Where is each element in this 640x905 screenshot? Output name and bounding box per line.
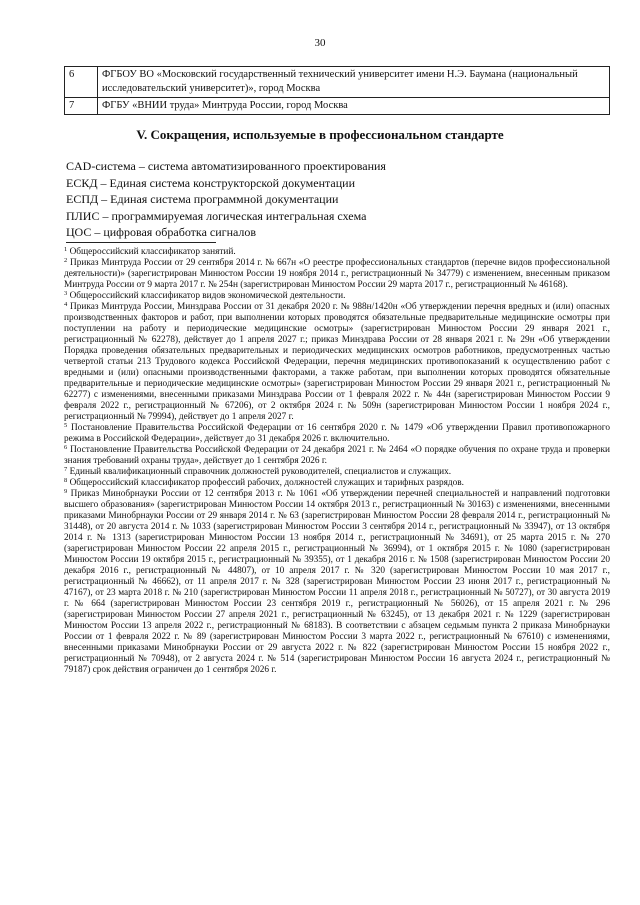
footnote: [64, 445, 610, 467]
section-title: V. Сокращения, используемые в профессиональном стандарте: [136, 127, 504, 142]
footnote-marker: 5: [64, 422, 68, 429]
footnote-marker: 9: [64, 488, 68, 495]
footnote-marker: 7: [64, 466, 68, 473]
footnote-text: Единый квалификационный справочник должностей руководителей, специалистов и служащих.: [69, 467, 452, 477]
footnote-text: Общероссийский классификатор профессий рабочих, должностей служащих и тарифных разрядов.: [69, 478, 464, 488]
organizations-table: [64, 66, 610, 115]
table-cell-organization: ФГБУ «ВНИИ труда» Минтруда России, город Москва: [98, 98, 610, 115]
footnote-separator: [66, 242, 216, 243]
footnote: [64, 302, 610, 423]
footnote-text: Приказ Минтруда России, Минздрава России от 31 декабря 2020 г. № 988н/1420н «Об утверждении перечня вредных и (или) опасных производственных факторов и работ, при выполнении которых проводятся обязательные предварительные медицинские осмотры при поступлении на работу и периодические медицинские осмотры» (зарегистрирован Минюстом России 29 января 2021 г., регистрационный № 62278), действует до 1 апреля 2027 г.; приказ Минздрава России от 28 января 2021 г. № 29н «Об утверждении Порядка проведения обязательных предварительных и периодических медицинских осмотров работников, предусмотренных частью четвертой статьи 213 Трудового кодекса Российской Федерации, перечня медицинских противопоказаний к осуществлению работ с вредными и (или) опасными производственными факторами, а также работам, при выполнении которых проводятся обязательные предварительные и периодические медицинские осмотры» (зарегистрирован Минюстом России 29 января 2021 г., регистрационный № 62277) с изменениями, внесенными приказами Минздрава России от 1 февраля 2022 г. № 44н (зарегистрирован Минюстом России 9 февраля 2022 г., регистрационный № 67206), от 2 октября 2024 г. № 509н (зарегистрирован Минюстом России 1 ноября 2024 г., регистрационный № 79994), действует до 1 апреля 2027 г.: [64, 302, 610, 422]
abbreviation-item: ЦОС – цифровая обработка сигналов: [66, 225, 257, 239]
footnote: [64, 291, 610, 302]
abbreviation-item: CAD-система – система автоматизированного проектирования: [66, 159, 386, 173]
footnote: [64, 478, 610, 489]
footnote-marker: 6: [64, 444, 68, 451]
footnotes: [64, 247, 610, 676]
footnote-marker: 2: [64, 257, 68, 264]
footnote: [64, 258, 610, 291]
footnote-text: Приказ Минтруда России от 29 сентября 2014 г. № 667н «О реестре профессиональных стандартов (перечне видов профессиональной деятельности)» (зарегистрирован Минюстом России 19 ноября 2014 г., регистрационный № 34779) с изменением, внесенным приказом Минтруда России от 9 марта 2017 г. № 254н (зарегистрирован Минюстом России 29 марта 2017 г., регистрационный № 46168).: [64, 258, 610, 290]
table-cell-organization: ФГБОУ ВО «Московский государственный технический университет имени Н.Э. Баумана (национальный исследовательский университет)», город Москва: [98, 67, 610, 98]
footnote: [64, 247, 610, 258]
abbreviations-list: [66, 158, 606, 241]
footnote-text: Приказ Минобрнауки России от 12 сентября 2013 г. № 1061 «Об утверждении перечней специальностей и направлений подготовки высшего образования» (зарегистрирован Минюстом России 14 октября 2013 г., регистрационный № 30163) с изменениями, внесенными приказами Минобрнауки России от 29 января 2014 г. № 63 (зарегистрирован Минюстом России 28 февраля 2014 г., регистрационный № 31448), от 20 августа 2014 г. № 1033 (зарегистрирован Минюстом России 3 сентября 2014 г., регистрационный № 33947), от 13 октября 2014 г. № 1313 (зарегистрирован Минюстом России 13 ноября 2014 г., регистрационный № 34691), от 25 марта 2015 г. № 270 (зарегистрирован Минюстом России 22 апреля 2015 г., регистрационный № 36994), от 1 октября 2015 г. № 1080 (зарегистрирован Минюстом России 19 октября 2015 г., регистрационный № 39355), от 1 декабря 2016 г. № 1508 (зарегистрирован Минюстом России 20 декабря 2016 г., регистрационный № 44807), от 10 апреля 2017 г. № 320 (зарегистрирован Минюстом России 10 мая 2017 г., регистрационный № 46662), от 11 апреля 2017 г. № 328 (зарегистрирован Минюстом России 23 июня 2017 г., регистрационный № 47167), от 23 марта 2018 г. № 210 (зарегистрирован Минюстом России 11 апреля 2018 г., регистрационный № 50727), от 30 августа 2019 г. № 664 (зарегистрирован Минюстом России 23 сентября 2019 г., регистрационный № 56026), от 15 апреля 2021 г. № 296 (зарегистрирован Минюстом России 27 апреля 2021 г., регистрационный № 63245), от 13 декабря 2021 г. № 1229 (зарегистрирован Минюстом России 13 апреля 2022 г., регистрационный № 68183). В соответствии с абзацем седьмым пункта 2 приказа Минобрнауки России от 1 февраля 2022 г. № 89 (зарегистрирован Минюстом России 3 марта 2022 г., регистрационный № 67610) с изменениями, внесенными приказами Минобрнауки России от 29 августа 2022 г. № 822 (зарегистрирован Минюстом России 15 ноября 2022 г., регистрационный № 70948), от 2 августа 2024 г. № 514 (зарегистрирован Минюстом России 16 августа 2024 г., регистрационный № 79187) срок действия ограничен до 1 сентября 2026 г.: [64, 489, 610, 675]
page-number: 30: [314, 37, 326, 49]
footnote: [64, 467, 610, 478]
footnote-text: Постановление Правительства Российской Федерации от 24 декабря 2021 г. № 2464 «О порядке обучения по охране труда и проверки знания требований охраны труда», действует до 1 сентября 2026 г.: [64, 445, 610, 466]
table-row: [65, 67, 610, 98]
abbreviation-item: ПЛИС – программируемая логическая интегральная схема: [66, 208, 367, 223]
footnote: [64, 489, 610, 676]
footnote-text: Общероссийский классификатор занятий.: [69, 247, 236, 257]
footnote-marker: 8: [64, 477, 68, 484]
footnote: [64, 423, 610, 445]
footnote-text: Постановление Правительства Российской Федерации от 16 сентября 2020 г. № 1479 «Об утверждении Правил противопожарного режима в Российской Федерации», действует до 31 декабря 2026 г. включительно.: [64, 423, 610, 444]
abbreviation-item: ЕСПД – Единая система программной документации: [66, 192, 339, 206]
table-cell-number: 6: [65, 67, 98, 98]
footnote-marker: 3: [64, 290, 68, 297]
abbreviation-item: ЕСКД – Единая система конструкторской документации: [66, 175, 355, 190]
table-row: [65, 98, 610, 115]
footnote-marker: 4: [64, 301, 68, 308]
footnote-marker: 1: [64, 246, 68, 253]
footnote-text: Общероссийский классификатор видов экономической деятельности.: [69, 291, 346, 301]
table-cell-number: 7: [65, 98, 98, 115]
